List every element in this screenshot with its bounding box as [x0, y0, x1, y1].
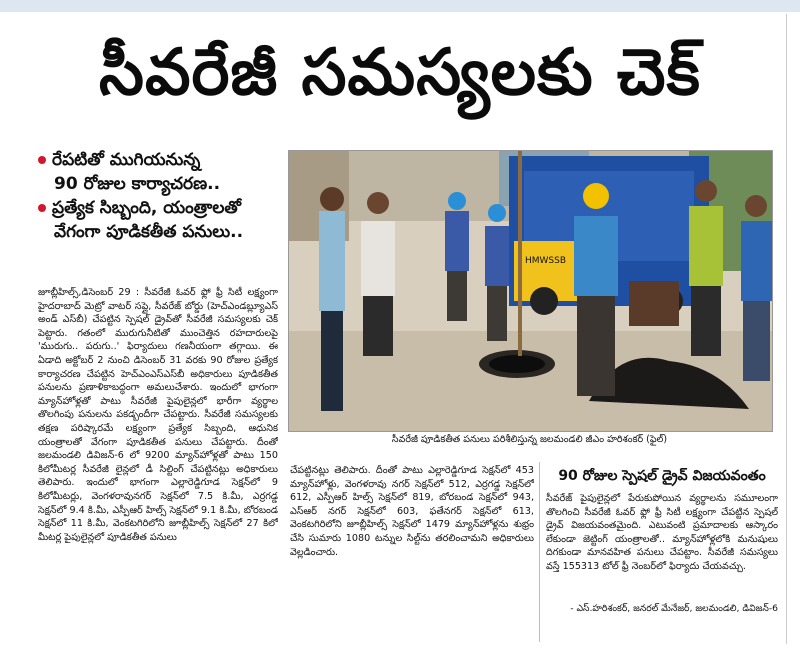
news-photo [288, 150, 773, 432]
bullet-dot-icon [38, 156, 46, 164]
quote-signature: - ఎస్‌.హరిశంకర్‌, జనరల్‌ మేనేజర్‌, జలమండలి, డివిజన్‌-6 [570, 603, 778, 614]
bullet-points [38, 148, 288, 244]
article-column-2: చేపట్టినట్లు తెలిపారు. దీంతో పాటు ఎల్లారెడ్డిగూడ సెక్షన్‌లో 453 మ్యాన్‌హోళ్లు, వెంగళరావు నగర్‌ సెక్షన్‌లో 512, ఎర్రగడ్డ సెక్షన్‌లో 612, ఎస్పీఆర్‌ హిల్స్‌ సెక్షన్‌లో 819, బోరబండ సెక్షన్‌లో 943, ఎస్‌ఆర్‌ నగర్‌ సెక్షన్‌లో 603, ఫతేనగర్‌ సెక్షన్‌లో 613, వెంకటగిరిలోని జూబ్లీహిల్స్‌ సెక్షన్‌లో 1479 మ్యాన్‌హోళ్లను శుభ్రం చేసి సుమారు 1080 టన్నుల సిల్ట్‌ను తరలించామని అధికారులు వెల్లడించారు. [290, 465, 534, 558]
photo-caption: సీవరేజీ పూడికతీత పనులు పరిశీలిస్తున్న జలమండలి జీఎం హరిశంకర్‌ (ఫైల్‌) [391, 434, 668, 445]
column-divider [539, 462, 540, 642]
box-subheading: 90 రోజుల స్పెషల్‌ డ్రైవ్‌ విజయవంతం [558, 468, 766, 484]
bullet-2-line-2: వేగంగా పూడికతీత పనులు.. [54, 222, 244, 242]
top-strip [0, 0, 800, 12]
bullet-dot-icon [38, 204, 46, 212]
headline: సీవరేజీ సమస్యలకు చెక్ [99, 36, 701, 110]
article-column-1: జూబ్లీహిల్స్‌,డిసెంబర్‌ 29 : సీవరేజీ ఓవర్‌ ఫ్లో ఫ్రీ సిటీ లక్ష్యంగా హైదరాబాద్‌ మెట్రో వాటర్‌ సప్లై, సీవరేజ్‌ బోర్డు (హెచ్‌ఎండబ్ల్యూఎస్‌ అండ్‌ ఎస్‌బీ) చేపట్టిన స్పెషల్‌ డ్రైవ్‌తో సీవరేజీ సమస్యలకు చెక్‌ పెట్టారు. గతంలో మురుగునీటితో ముంచెత్తిన రహదారులపై 'మురుగు.. పరుగు..' ఫిర్యాదులు గణనీయంగా తగ్గాయి. ఈ ఏడాది అక్టోబర్‌ 2 నుంచి డిసెంబర్‌ 31 వరకు 90 రోజుల ప్రత్యేక కార్యాచరణ చేపట్టిన హెచ్‌ఎంఎస్‌ఎస్‌బీ అధికారులు పూడికతీత పనులను ప్రణాళికాబద్ధంగా అమలుచేశారు. ఇందులో భాగంగా మ్యాన్‌హోళ్లతో పాటు సీవరేజీ పైపులైన్లలో భారీగా వ్యర్థాల తొలగింపు పనులను పకడ్బందీగా చేపట్టారు. సీవరేజీ సమస్యలకు తక్షణ పరిష్కారమే లక్ష్యంగా ప్రత్యేక సిబ్బంది, ఆధునిక యంత్రాలతో వేగంగా పూడికతీత పనులు చేపట్టారు. దీంతో జలమండలి డివిజన్‌-6 లో 9200 మ్యాన్‌హోళ్లతో పాటు 150 కిలోమీటర్ల సీవరేజీ లైన్లలో డీ సిల్టింగ్‌ చేపట్టినట్లు అధికారులు తెలిపారు. ఇందులో భాగంగా ఎల్లారెడ్డిగూడ సెక్షన్‌లో 9 కిలోమీటర్లు, వెంగళరావునగర్‌ సెక్షన్‌లో 7.5 కి.మీ, ఎర్రగడ్డ సెక్షన్‌లో 9.4 కి.మీ, ఎస్పీఆర్‌ హిల్స్‌ సెక్షన్‌లో 9.1 కి.మీ, బోరబండ సెక్షన్‌లో 11 కి.మీ, వెంకటగిరిలోని జూబ్లీహిల్స్‌ సెక్షన్‌లో 27 కిలో మీటర్ల పైపులైన్లలో పూడికతీత పనులు [38, 287, 278, 543]
bullet-2-line-1: ప్రత్యేక సిబ్బంది, యంత్రాలతో [38, 196, 288, 220]
bullet-1-line-2: 90 రోజుల కార్యాచరణ.. [54, 174, 221, 194]
vehicle-label: HMWSSB [525, 256, 567, 266]
bullet-1-line-1: రేపటితో ముగియనున్న [38, 148, 288, 172]
article-column-3: సీవరేజ్‌ పైపులైన్లలో పేరుకుపోయిన వ్యర్థాలను సమూలంగా తొలగించి సీవరేజీ ఓవర్‌ ఫ్లో ఫ్రీ సిటీ లక్ష్యంగా చేపట్టిన స్పెషల్‌ డ్రైవ్‌ విజయవంతమైంది. ఎటువంటి ప్రమాదాలకు ఆస్కారం లేకుండా జెట్టింగ్‌ యంత్రాలతో.. మ్యాన్‌హోళ్లలోకి మనుషులు దిగకుండా మానవహిత పనులు చేపట్టాం. సీవరేజీ సమస్యలు వస్తే 155313 టోల్‌ ఫ్రీ నెంబర్‌లో ఫిర్యాదు చేయవచ్చు. [546, 493, 778, 572]
